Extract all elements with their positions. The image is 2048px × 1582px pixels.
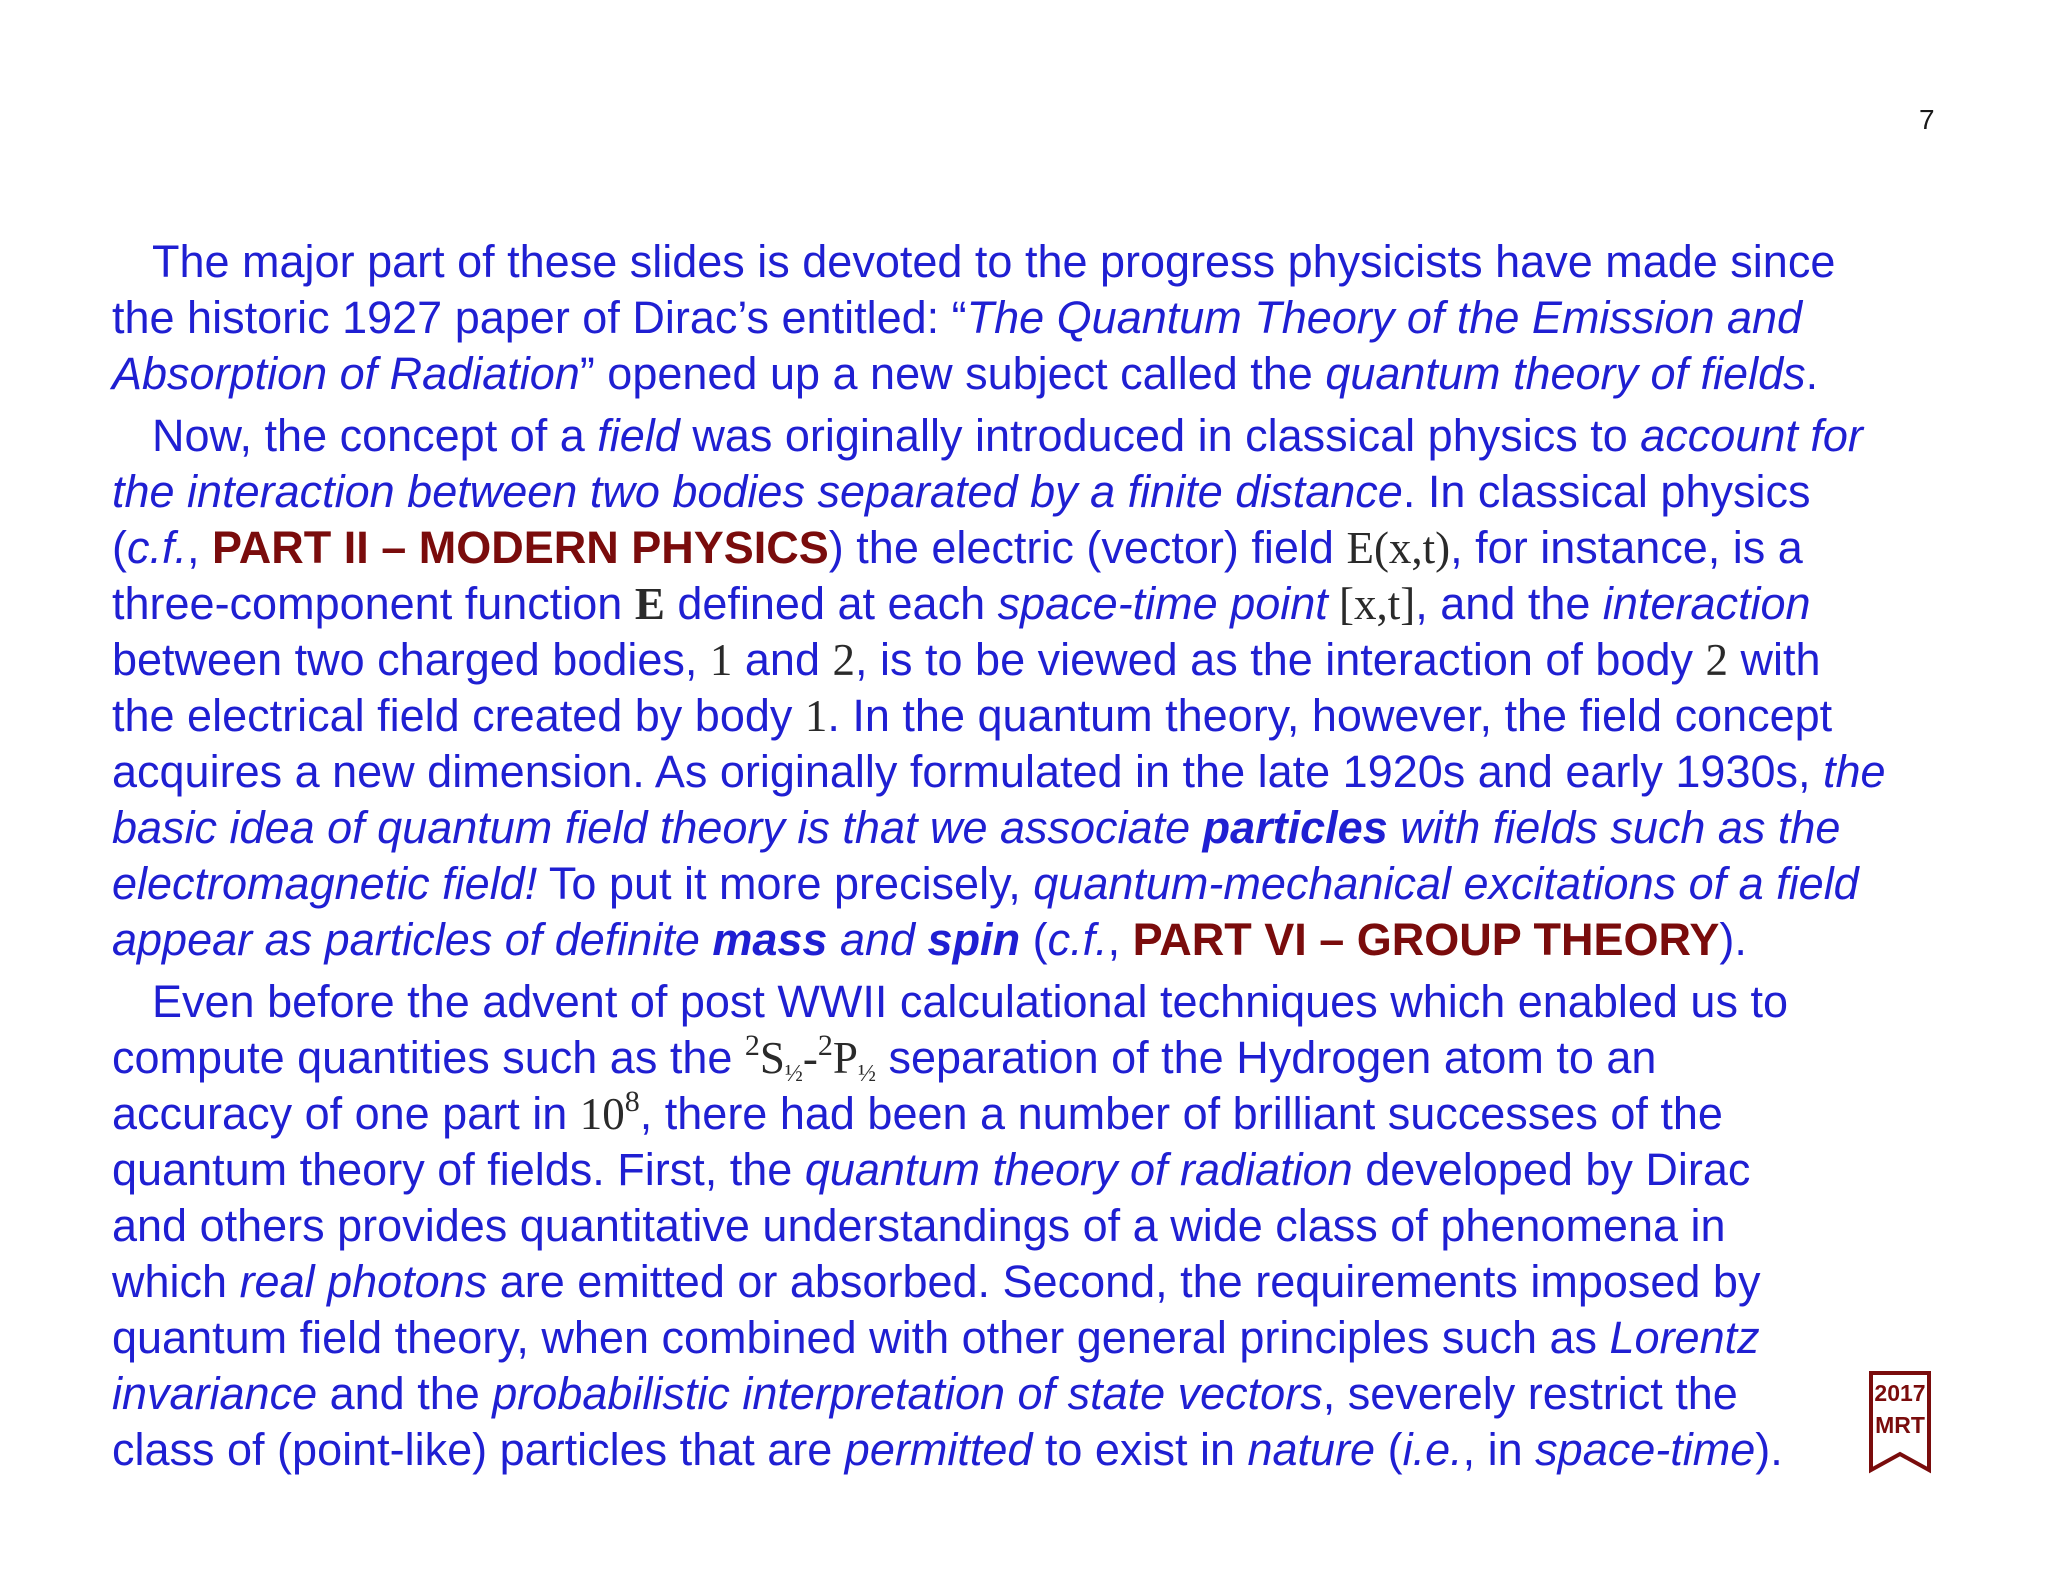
text-line: [112, 1198, 1942, 1254]
text-run: field: [597, 410, 680, 461]
text-line: [112, 290, 1942, 346]
text-run: , in: [1462, 1424, 1536, 1475]
text-run: account for: [1640, 410, 1863, 461]
text-run: mass: [712, 914, 828, 965]
text-run: i.e.: [1402, 1424, 1463, 1475]
text-run: .: [1805, 348, 1819, 399]
emphasis: quantum theory of fields: [1325, 348, 1806, 399]
text-line: [112, 912, 1942, 968]
text-line: [112, 856, 1942, 912]
text-run: appear as particles of definite: [112, 914, 713, 965]
text-run: with: [1728, 634, 1821, 685]
text-run: (: [112, 522, 127, 573]
text-run: to exist in: [1032, 1424, 1248, 1475]
paragraph-2: [112, 408, 1942, 968]
text-run: c.f.: [127, 522, 188, 573]
text-line: [112, 408, 1942, 464]
text-run: , and the: [1415, 578, 1603, 629]
text-line: [112, 974, 1942, 1030]
text-line: [112, 800, 1942, 856]
text-run: are emitted or absorbed. Second, the requirements imposed by: [487, 1256, 1761, 1307]
badge-year: 2017: [1874, 1380, 1926, 1406]
text-run: quantum theory of fields. First, the: [112, 1144, 805, 1195]
math-expression: E(x,t): [1346, 523, 1451, 573]
text-run: ½: [857, 1061, 876, 1087]
paragraph-1: [112, 234, 1942, 402]
text-run: 10: [579, 1089, 625, 1139]
text-line: [112, 1310, 1942, 1366]
text-run: 2: [1705, 635, 1728, 685]
text-line: [112, 1086, 1942, 1142]
paper-title: The Quantum Theory of the Emission and: [966, 292, 1803, 343]
text-line: [112, 1030, 1942, 1086]
text-run: the interaction between two bodies separated by a finite distance: [112, 466, 1403, 517]
text-line: [112, 744, 1942, 800]
text-run: electromagnetic field!: [112, 858, 538, 909]
text-line: [112, 520, 1942, 576]
text-run: quantum field theory, when combined with other general principles such as: [112, 1312, 1610, 1363]
text-run: permitted: [844, 1424, 1033, 1475]
text-run: , there had been a number of brilliant successes of the: [639, 1088, 1723, 1139]
text-line: [112, 1422, 1942, 1478]
text-line: [112, 1142, 1942, 1198]
text-run: space-time point: [997, 578, 1328, 629]
text-line: [112, 576, 1942, 632]
text-run: class of (point-like) particles that are: [112, 1424, 845, 1475]
text-run: To put it more precisely,: [537, 858, 1034, 909]
math-power: [579, 1085, 640, 1139]
bookmark-badge: [1868, 1370, 1932, 1474]
text-run: three-component function: [112, 578, 635, 629]
slide-body: [112, 234, 1942, 1484]
text-run: 2: [744, 1029, 760, 1062]
text-run: , severely restrict the: [1322, 1368, 1738, 1419]
text-run: compute quantities such as the: [112, 1032, 745, 1083]
text-run: . In classical physics: [1402, 466, 1811, 517]
text-run: basic idea of quantum field theory is that we associate: [112, 802, 1203, 853]
text-run: the: [1823, 746, 1886, 797]
text-run: defined at each: [664, 578, 998, 629]
text-run: S: [759, 1033, 785, 1083]
text-run: acquires a new dimension. As originally formulated in the late 1920s and early 1930s,: [112, 746, 1824, 797]
text-run: 1: [804, 691, 828, 741]
text-run: -: [802, 1033, 818, 1083]
text-run: accuracy of one part in: [112, 1088, 580, 1139]
text-run: Even before the advent of post WWII calculational techniques which enabled us to: [152, 976, 1788, 1027]
text-line: [112, 632, 1942, 688]
math-expression: [x,t]: [1327, 579, 1416, 629]
text-run: and: [732, 634, 833, 685]
text-line: [112, 464, 1942, 520]
text-run: The major part of these slides is devoted to the progress physicists have made since: [152, 236, 1836, 287]
math-term-symbol: [744, 1029, 876, 1087]
text-run: ).: [1755, 1424, 1783, 1475]
text-run: real photons: [239, 1256, 488, 1307]
text-run: ,: [187, 522, 213, 573]
text-run: quantum theory of radiation: [804, 1144, 1353, 1195]
part-reference: PART II – MODERN PHYSICS: [212, 522, 829, 573]
text-run: , for instance, is a: [1450, 522, 1803, 573]
text-run: probabilistic interpretation of state vectors: [492, 1368, 1323, 1419]
text-run: with fields such as the: [1387, 802, 1841, 853]
paper-title: Absorption of Radiation: [112, 348, 580, 399]
text-run: and: [827, 914, 928, 965]
text-run: . In the quantum theory, however, the field concept: [827, 690, 1833, 741]
text-run: 2: [832, 635, 855, 685]
text-run: Lorentz: [1609, 1312, 1760, 1363]
text-run: and the: [317, 1368, 493, 1419]
text-run: and others provides quantitative understandings of a wide class of phenomena in: [112, 1200, 1726, 1251]
text-run: separation of the Hydrogen atom to an: [875, 1032, 1657, 1083]
text-run: 1: [709, 635, 733, 685]
text-run: (: [1375, 1424, 1403, 1475]
text-run: ,: [1107, 914, 1133, 965]
text-run: which: [112, 1256, 240, 1307]
text-run: particles: [1202, 802, 1388, 853]
text-run: Now, the concept of a: [152, 410, 598, 461]
page-number: 7: [1919, 104, 1935, 135]
text-run: space-time: [1535, 1424, 1756, 1475]
part-reference: PART VI – GROUP THEORY: [1132, 914, 1720, 965]
text-line: [112, 1366, 1942, 1422]
text-run: spin: [927, 914, 1021, 965]
text-run: ).: [1719, 914, 1747, 965]
badge-initials: MRT: [1875, 1412, 1925, 1438]
text-run: , is to be viewed as the interaction of body: [855, 634, 1706, 685]
text-run: P: [832, 1033, 858, 1083]
text-run: quantum-mechanical excitations of a field: [1033, 858, 1859, 909]
text-line: [112, 234, 1942, 290]
text-run: (: [1020, 914, 1048, 965]
text-run: between two charged bodies,: [112, 634, 710, 685]
text-run: interaction: [1602, 578, 1811, 629]
text-run: developed by Dirac: [1352, 1144, 1751, 1195]
text-run: ½: [784, 1061, 803, 1087]
text-run: ) the electric (vector) field: [828, 522, 1347, 573]
text-run: was originally introduced in classical physics to: [679, 410, 1641, 461]
text-run: invariance: [112, 1368, 318, 1419]
text-line: [112, 346, 1942, 402]
text-run: ” opened up a new subject called the: [579, 348, 1326, 399]
text-run: nature: [1247, 1424, 1376, 1475]
text-line: [112, 688, 1942, 744]
paragraph-3: [112, 974, 1942, 1478]
text-line: [112, 1254, 1942, 1310]
text-run: the electrical field created by body: [112, 690, 805, 741]
text-run: 8: [624, 1085, 640, 1118]
math-symbol: E: [634, 579, 665, 629]
text-run: the historic 1927 paper of Dirac’s entitled: “: [112, 292, 967, 343]
text-run: c.f.: [1047, 914, 1108, 965]
text-run: 2: [817, 1029, 833, 1062]
